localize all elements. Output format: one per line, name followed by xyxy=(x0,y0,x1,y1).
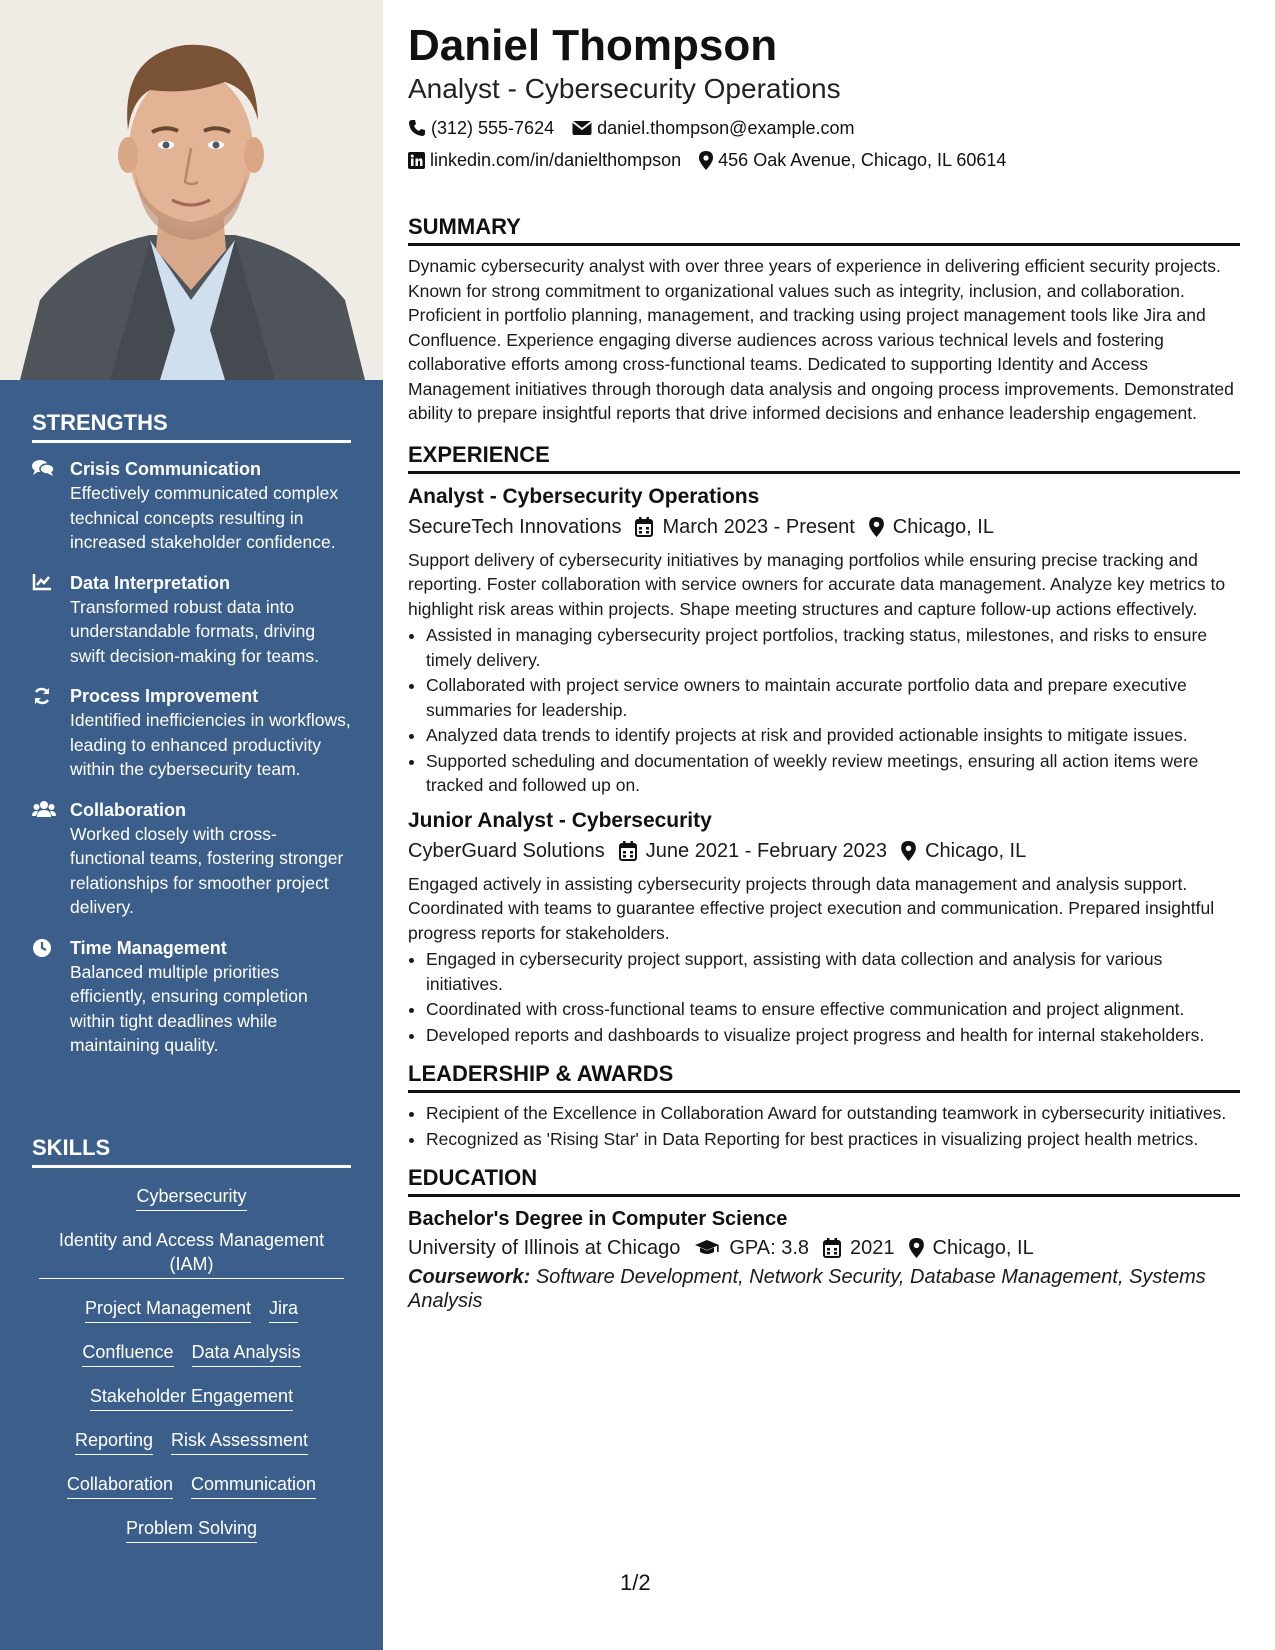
skill-tag: Data Analysis xyxy=(192,1340,301,1367)
users-icon xyxy=(32,798,70,920)
strength-description: Transformed robust data into understandable formats, driving swift decision-making for teams. xyxy=(70,596,319,666)
strength-description: Balanced multiple priorities efficiently, ensuring completion within tight deadlines while maintaining quality. xyxy=(70,961,308,1055)
job-meta xyxy=(408,512,1240,542)
skill-tag: Cybersecurity xyxy=(136,1184,246,1211)
summary-title: SUMMARY xyxy=(408,214,1240,246)
skill-tag: Risk Assessment xyxy=(171,1428,308,1455)
skill-tag: Problem Solving xyxy=(126,1516,257,1543)
education-section xyxy=(408,1165,1240,1313)
experience-title: EXPERIENCE xyxy=(408,442,1240,474)
coursework xyxy=(408,1265,1240,1313)
page-number: 1/2 xyxy=(620,1570,651,1595)
strength-name: Data Interpretation xyxy=(70,572,231,593)
summary-section xyxy=(408,214,1240,426)
skills-title: SKILLS xyxy=(32,1135,351,1168)
strength-name: Collaboration xyxy=(70,799,186,820)
job-description: Engaged actively in assisting cybersecurity projects through data management and analysis support. Coordinated with teams to guarantee effective project execution and communication. Prepared insightful progress reports for stakeholders. xyxy=(408,873,1215,943)
job-entry xyxy=(408,806,1240,1048)
job-title: Junior Analyst - Cybersecurity xyxy=(408,808,712,832)
skill-tag: Stakeholder Engagement xyxy=(90,1384,293,1411)
list-item: • Recognized as 'Rising Star' in Data Reporting for best practices in visualizing project health metrics. xyxy=(426,1127,1240,1152)
strength-description: Effectively communicated complex technical concepts resulting in increased stakeholder confidence. xyxy=(70,483,339,552)
list-item: • Collaborated with project service owners to maintain accurate portfolio data and prepare executive summaries for leadership. xyxy=(426,673,1240,722)
map-pin-icon xyxy=(909,1238,924,1258)
strength-item xyxy=(32,457,351,555)
strength-item xyxy=(32,684,351,782)
strength-description: Identified inefficiencies in workflows, leading to enhanced productivity within the cybersecurity team. xyxy=(70,710,351,779)
skill-tag: Project Management xyxy=(85,1296,251,1323)
main-content xyxy=(408,20,1240,1313)
skill-tag: Jira xyxy=(269,1296,298,1323)
gpa: GPA: 3.8 xyxy=(729,1237,810,1259)
job-bullets xyxy=(408,947,1240,1047)
skills-list xyxy=(32,1184,351,1543)
list-item: • Analyzed data trends to identify projects at risk and provided actionable insights to mitigate issues. xyxy=(426,723,1240,748)
leadership-title: LEADERSHIP & AWARDS xyxy=(408,1061,1240,1093)
strength-description: Worked closely with cross-functional teams, fostering stronger relationships for smoother project delivery. xyxy=(70,823,344,917)
line-chart-icon xyxy=(32,571,70,669)
degree-title: Bachelor's Degree in Computer Science xyxy=(408,1208,788,1230)
contact-row xyxy=(408,112,1240,144)
chat-bubbles-icon xyxy=(32,457,70,555)
job-dates: March 2023 - Present xyxy=(662,515,855,538)
sidebar xyxy=(0,0,383,1650)
company-name: CyberGuard Solutions xyxy=(408,839,605,862)
map-pin-icon xyxy=(699,151,713,170)
phone-icon xyxy=(408,119,426,137)
email-link[interactable]: daniel.thompson@example.com xyxy=(597,118,855,138)
job-title: Analyst - Cybersecurity Operations xyxy=(408,484,760,508)
strength-item xyxy=(32,798,351,920)
coursework-label: Coursework: xyxy=(408,1266,531,1288)
clock-icon xyxy=(32,936,70,1058)
skill-tag: Confluence xyxy=(82,1340,173,1367)
address: 456 Oak Avenue, Chicago, IL 60614 xyxy=(718,150,1007,170)
envelope-icon xyxy=(572,120,592,136)
leadership-section xyxy=(408,1061,1240,1151)
job-location: Chicago, IL xyxy=(925,839,1027,862)
education-title: EDUCATION xyxy=(408,1165,1240,1197)
graduation-year: 2021 xyxy=(850,1237,895,1259)
linkedin-icon xyxy=(408,152,425,169)
summary-text: Dynamic cybersecurity analyst with over three years of experience in delivering efficient security projects. Known for strong commitment to organizational values such as integrity, inclusion, and collaboration. Proficient in portfolio planning, management, and tracking using project management tools like Jira and Confluence. Experience engaging diverse audiences across various technical levels and fostering collaborative efforts among cross-functional teams. Dedicated to supporting Identity and Access Management initiatives through thorough data analysis and ongoing process improvements. Demonstrated ability to prepare insightful reports that drive informed decisions and enhance leadership engagement. xyxy=(408,256,1234,423)
skill-tag: Collaboration xyxy=(67,1472,173,1499)
list-item: • Assisted in managing cybersecurity project portfolios, tracking status, milestones, and risks to ensure timely delivery. xyxy=(426,623,1240,672)
skills-section xyxy=(32,1135,351,1560)
skill-tag: Reporting xyxy=(75,1428,153,1455)
candidate-headline: Analyst - Cybersecurity Operations xyxy=(408,73,841,104)
skill-tag: Communication xyxy=(191,1472,316,1499)
list-item: • Recipient of the Excellence in Collaboration Award for outstanding teamwork in cybersecurity initiatives. xyxy=(426,1101,1240,1126)
coursework-list: Software Development, Network Security, Database Management, Systems Analysis xyxy=(408,1266,1206,1312)
map-pin-icon xyxy=(901,841,916,861)
phone-number[interactable]: (312) 555-7624 xyxy=(431,118,555,138)
candidate-name: Daniel Thompson xyxy=(408,21,778,70)
strengths-section xyxy=(32,410,351,1074)
experience-section xyxy=(408,442,1240,1048)
job-dates: June 2021 - February 2023 xyxy=(645,839,888,862)
school-location: Chicago, IL xyxy=(932,1237,1034,1259)
calendar-icon xyxy=(823,1238,841,1258)
calendar-icon xyxy=(619,841,637,861)
company-name: SecureTech Innovations xyxy=(408,515,622,538)
school-name: University of Illinois at Chicago xyxy=(408,1237,681,1259)
education-meta xyxy=(408,1233,1240,1263)
leadership-bullets xyxy=(408,1101,1240,1151)
refresh-icon xyxy=(32,684,70,782)
linkedin-link[interactable]: linkedin.com/in/danielthompson xyxy=(430,150,682,170)
map-pin-icon xyxy=(869,517,884,537)
list-item: • Coordinated with cross-functional teams to ensure effective communication and project alignment. xyxy=(426,997,1240,1022)
skill-tag: Identity and Access Management (IAM) xyxy=(39,1228,344,1279)
strength-name: Crisis Communication xyxy=(70,459,262,479)
strength-item xyxy=(32,571,351,669)
contact-row xyxy=(408,144,1240,176)
job-bullets xyxy=(408,623,1240,798)
job-location: Chicago, IL xyxy=(892,515,994,538)
portrait-illustration xyxy=(0,0,383,380)
strength-name: Time Management xyxy=(70,937,227,958)
calendar-icon xyxy=(635,517,653,537)
job-description: Support delivery of cybersecurity initiatives by managing portfolios while ensuring precise tracking and reporting. Foster collaboration with service owners for accurate data management. Analyze key metrics to highlight risk areas within projects. Shape meeting structures and capture follow-up actions effectively. xyxy=(408,549,1226,619)
job-entry xyxy=(408,482,1240,798)
list-item: • Engaged in cybersecurity project support, assisting with data collection and analysis for various initiatives. xyxy=(426,947,1240,996)
list-item: • Developed reports and dashboards to visualize project progress and health for internal stakeholders. xyxy=(426,1023,1240,1048)
strengths-title: STRENGTHS xyxy=(32,410,351,443)
graduation-cap-icon xyxy=(694,1239,720,1257)
list-item: • Supported scheduling and documentation of weekly review meetings, ensuring all action items were tracked and followed up on. xyxy=(426,749,1240,798)
strength-name: Process Improvement xyxy=(70,686,259,706)
job-meta xyxy=(408,836,1240,866)
strength-item xyxy=(32,936,351,1058)
profile-photo xyxy=(0,0,383,380)
